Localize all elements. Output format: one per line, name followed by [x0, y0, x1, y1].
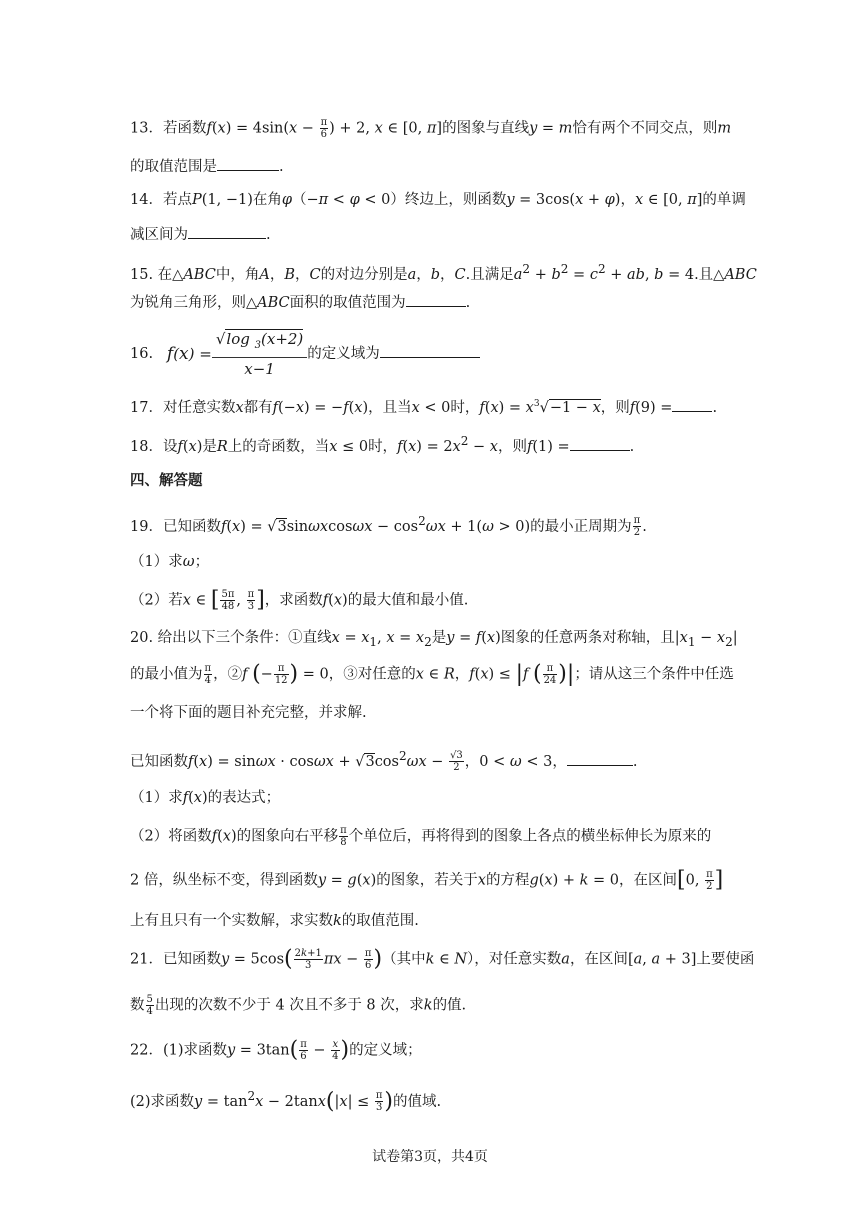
- q15-line2: 为锐角三角形，则△ABC面积的取值范围为 .: [130, 292, 760, 314]
- q16-line: 16. f(x) = $\frac{√\log _3(x+2)}{x-1}$ 的定义域为: [130, 328, 760, 376]
- q20-part1: （1）求f(x)的表达式；: [130, 790, 281, 806]
- q16-formula: f(x) =: [166, 344, 212, 364]
- q19-stem: 19．已知函数$f(x) = √3\sin\omega xcos\omega x - \cos^2\omega x + 1(\omega > 0)$的最小正周期为 $\frac{\pi}{2}$ .: [130, 514, 647, 539]
- answer-blank[interactable]: [188, 224, 266, 239]
- answer-blank[interactable]: [567, 751, 633, 766]
- q22-line2: (2)求函数$y = \tan^2x - 2\tan x(|x|$ ≤ $\frac{\pi}{3}$ )的值域.: [130, 1088, 442, 1114]
- answer-blank[interactable]: [380, 343, 480, 358]
- q20-line4: 已知函数$f(x) = \sin\omega x \cdot \cos\omega x + √3\cos^2\omega x$ − $\frac{√3}{2}$ ，0 < ω < 3， .: [130, 749, 638, 774]
- q20-part2-line3: 上有且只有一个实数解，求实数k的取值范围.: [130, 913, 419, 929]
- q19-part1: （1）求ω；: [130, 554, 210, 570]
- q14-line2: 减区间为 .: [130, 224, 760, 246]
- q16-fraction: $\frac{√\log _3(x+2)}{x-1}$: [212, 328, 307, 380]
- q20-part2-line2: 2 倍，纵坐标不变，得到函数y = g(x)的图象，若关于x的方程g(x) + k = 0，在区间[0, $\frac{\pi}{2}$ ]: [130, 867, 724, 893]
- q20-line3: 一个将下面的题目补充完整，并求解.: [130, 705, 367, 721]
- page-footer: 试卷第3页，共4页: [372, 1149, 488, 1165]
- q14-line1: 14．若点P(1, −1)在角φ（−π < φ < 0）终边上，则函数y = 3cos(x + φ)，x ∈ [0, π]的单调: [130, 192, 746, 208]
- q13-line1: 13．若函数f(x) = 4sin(x − $\frac{\pi}{6}$ ) + 2, x ∈ [0, π]的图象与直线y = m恰有两个不同交点，则m: [130, 117, 732, 140]
- q21-line1: 21．已知函数y = 5cos( $\frac{2k+1}{3}$ πx − $\frac{\pi}{6}$ )（其中k ∈ N），对任意实数a，在区间[a, a + 3]上要使函: [130, 946, 755, 972]
- answer-blank[interactable]: [406, 292, 466, 307]
- q19-part2: （2）若x ∈ [ $\frac{5\pi}{48}$ , $\frac{\pi}{3}$ ]，求函数f(x)的最大值和最小值.: [130, 587, 469, 613]
- q21-line2: 数 $\frac{5}{4}$ 出现的次数不少于 4 次且不多于 8 次，求k的值.: [130, 994, 467, 1017]
- q22-line1: 22．(1)求函数y = 3tan( $\frac{\pi}{6}$ − $\frac{x}{4}$ )的定义域；: [130, 1037, 422, 1063]
- answer-blank[interactable]: [570, 436, 630, 451]
- answer-blank[interactable]: [672, 397, 712, 412]
- q20-part2: （2）将函数f(x)的图象向右平移 $\frac{\pi}{8}$ 个单位后，再将得到的图象上各点的横坐标伸长为原来的: [130, 825, 712, 848]
- q18-line: 18．设f(x)是R上的奇函数，当x ≤ 0时，$f(x) = 2x^2 - x$，则f(1) = .: [130, 434, 635, 455]
- q20-line1: 20. 给出以下三个条件：①直线$x = x_1$, $x = x_2$是y = f(x)图象的任意两条对称轴，且$|x_1 - x_2|$: [130, 630, 738, 649]
- answer-blank[interactable]: [217, 156, 279, 171]
- section-heading: 四、解答题: [130, 472, 203, 489]
- q17-line: 17．对任意实数x都有f(−x) = −f(x)，且当x < 0时，$f(x) = x^3√-1 - x$，则f(9) = .: [130, 393, 760, 419]
- q13-line2: 的取值范围是 .: [130, 156, 760, 178]
- q15-line1: 15. 在△ABC中，角A，B，C的对边分别是a，b，C.且满足$a^2 + b^2 = c^2$ + ab, b = 4.且△ABC: [130, 262, 757, 283]
- q20-line2: 的最小值为 $\frac{\pi}{4}$ ，②f (− $\frac{\pi}{12}$ ) = 0，③对任意的x ∈ R，f(x) ≤ |f ( $\frac{\pi}{24}$ )|；请从这三个条件中任选: [130, 661, 734, 687]
